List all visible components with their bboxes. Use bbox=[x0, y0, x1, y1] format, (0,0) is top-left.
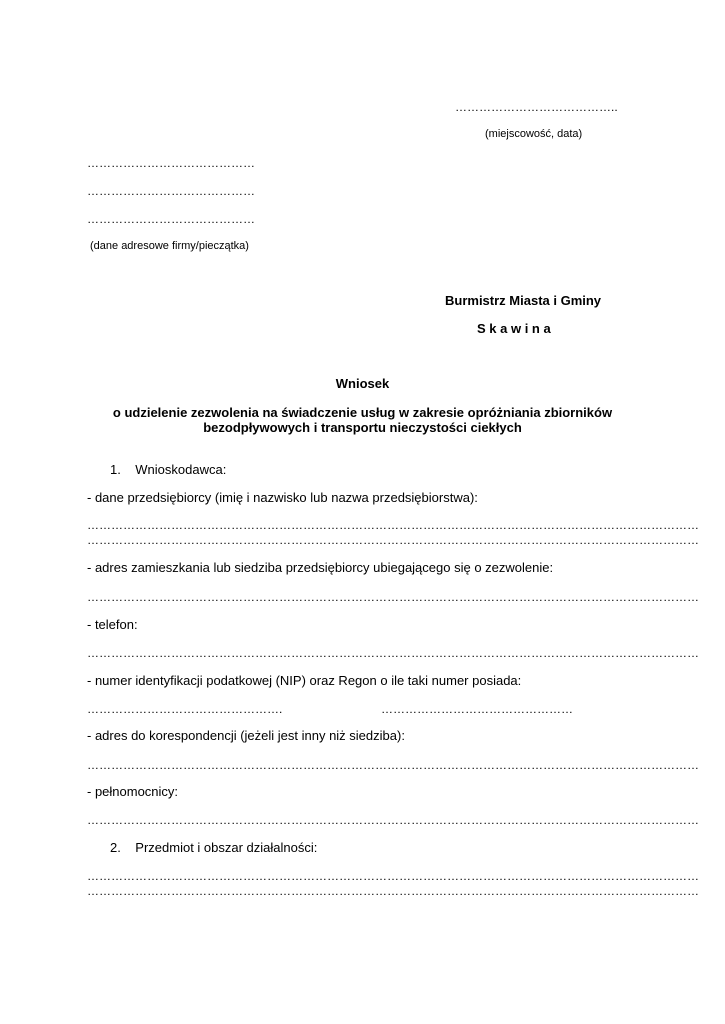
field-label-correspondence: - adres do korespondencji (jeżeli jest inny niż siedziba): bbox=[87, 728, 405, 743]
field-label-proxies: - pełnomocnicy: bbox=[87, 784, 179, 799]
proxies-fill-line[interactable]: ……………………………………………………………………………………………………………………………………… bbox=[87, 813, 699, 827]
address-line-1[interactable]: …………………………………… bbox=[87, 156, 255, 170]
entrepreneur-line-1[interactable]: ……………………………………………………………………………………………………………………………………… bbox=[87, 518, 699, 532]
regon-fill-line[interactable]: ………………………………………… bbox=[381, 702, 573, 716]
document-subtitle-line-2: bezodpływowych i transportu nieczystości ciekłych bbox=[203, 420, 522, 435]
correspondence-fill-line[interactable]: ……………………………………………………………………………………………………………………………………… bbox=[87, 758, 699, 772]
section-1-heading: 1. Wnioskodawca: bbox=[110, 462, 227, 477]
address-fill-line[interactable]: ……………………………………………………………………………………………………………………………………… bbox=[87, 590, 699, 604]
phone-fill-line[interactable]: ……………………………………………………………………………………………………………………………………… bbox=[87, 646, 699, 660]
field-label-nip: - numer identyfikacji podatkowej (NIP) oraz Regon o ile taki numer posiada: bbox=[87, 673, 522, 688]
activity-line-2[interactable]: ……………………………………………………………………………………………………………………………………… bbox=[87, 884, 699, 898]
address-line-3[interactable]: …………………………………… bbox=[87, 212, 255, 226]
field-label-address: - adres zamieszkania lub siedziba przedsiębiorcy ubiegającego się o zezwolenie: bbox=[87, 560, 554, 575]
document-subtitle-line-1: o udzielenie zezwolenia na świadczenie usług w zakresie opróżniania zbiorników bbox=[112, 405, 613, 420]
activity-line-1[interactable]: ……………………………………………………………………………………………………………………………………… bbox=[87, 869, 699, 883]
place-date-line[interactable]: ………………………………….. bbox=[455, 100, 618, 114]
nip-fill-line[interactable]: …………………………………………. bbox=[87, 702, 283, 716]
field-label-phone: - telefon: bbox=[87, 617, 138, 632]
recipient-line-2: S k a w i n a bbox=[477, 321, 551, 336]
field-label-entrepreneur: - dane przedsiębiorcy (imię i nazwisko lub nazwa przedsiębiorstwa): bbox=[87, 490, 478, 505]
entrepreneur-line-2[interactable]: ……………………………………………………………………………………………………………………………………… bbox=[87, 533, 699, 547]
document-title: Wniosek bbox=[335, 376, 390, 391]
address-line-2[interactable]: …………………………………… bbox=[87, 184, 255, 198]
section-2-heading: 2. Przedmiot i obszar działalności: bbox=[110, 840, 318, 855]
address-caption: (dane adresowe firmy/pieczątka) bbox=[90, 240, 249, 252]
recipient-line-1: Burmistrz Miasta i Gminy bbox=[445, 293, 602, 308]
place-date-caption: (miejscowość, data) bbox=[485, 128, 583, 140]
